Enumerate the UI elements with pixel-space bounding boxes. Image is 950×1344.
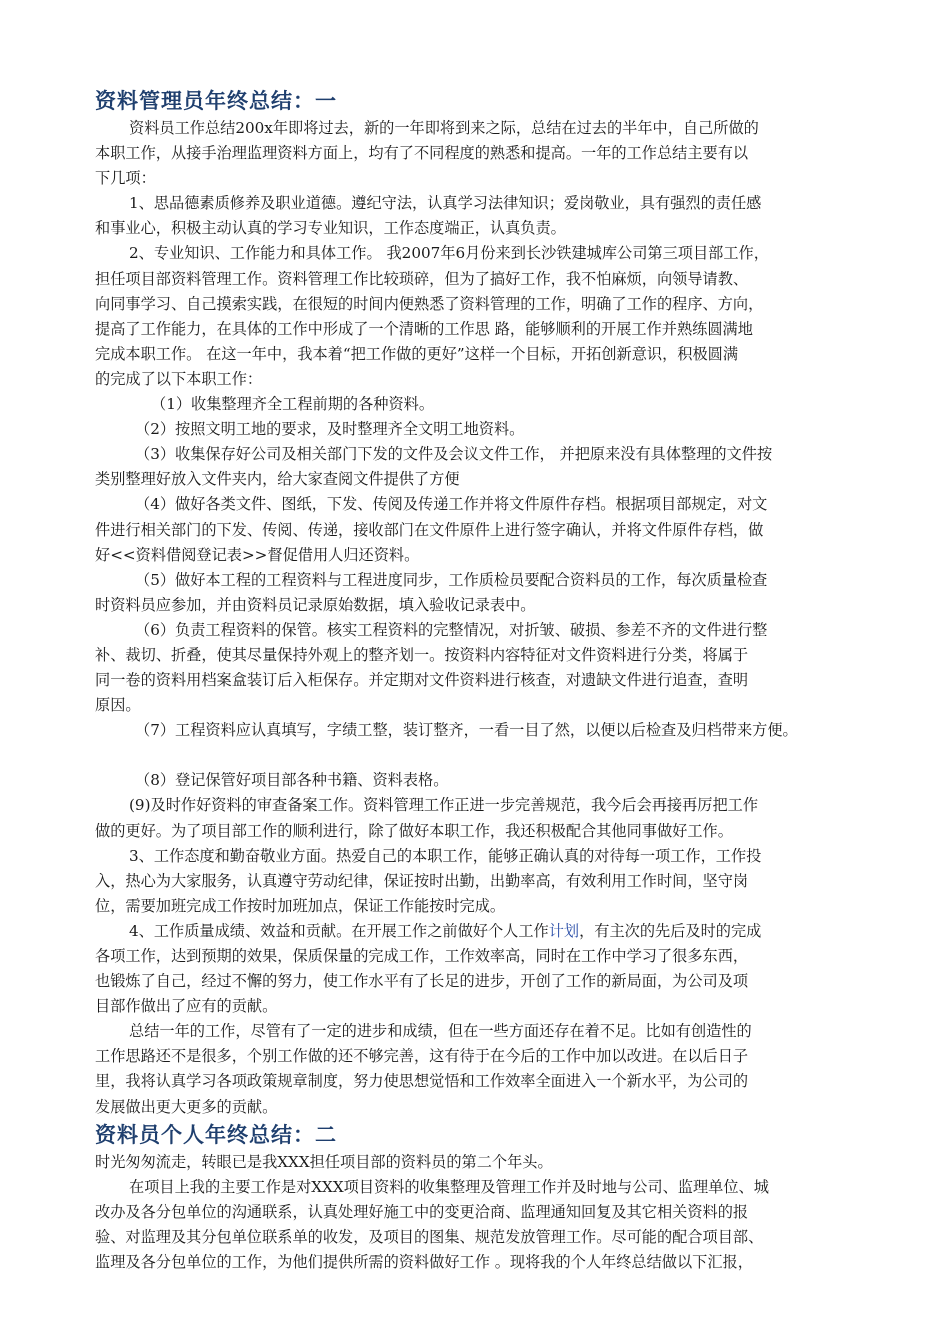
paragraph-line: (9)及时作好资料的审查备案工作。资料管理工作正进一步完善规范，我今后会再接再厉把工作 [129,796,759,815]
paragraph-line: 担任项目部资料管理工作。资料管理工作比较琐碎，但为了搞好工作，我不怕麻烦，向领导请教、 [95,269,749,288]
paragraph-line: （5）做好本工程的工程资料与工程进度同步，工作质检员要配合资料员的工作，每次质量检查 [135,570,768,589]
paragraph-line: 位，需要加班完成工作按时加班加点，保证工作能按时完成。 [95,896,506,915]
text-run: 4、工作质量成绩、效益和贡献。在开展工作之前做好个人工作 [129,921,549,940]
paragraph-line: （1）收集整理齐全工程前期的各种资料。 [151,395,435,414]
paragraph-line: 和事业心，积极主动认真的学习专业知识，工作态度端正，认真负责。 [95,219,566,238]
paragraph-line: 在项目上我的主要工作是对XXX项目资料的收集整理及管理工作并及时地与公司、监理单位、城 [129,1177,769,1196]
paragraph-line: 向同事学习、自己摸索实践，在很短的时间内便熟悉了资料管理的工作，明确了工作的程序、方向， [95,294,764,313]
paragraph-line: 1、思品德素质修养及职业道德。遵纪守法，认真学习法律知识；爱岗敬业，具有强烈的责任感 [129,194,762,213]
paragraph-line: 本职工作，从接手治理监理资料方面上，均有了不同程度的熟悉和提高。一年的工作总结主要有以 [95,144,749,163]
paragraph-line: （8）登记保管好项目部各种书籍、资料表格。 [135,771,449,790]
paragraph-line: 也锻炼了自己，经过不懈的努力，使工作水平有了长足的进步，开创了工作的新局面，为公司及项 [95,972,749,991]
paragraph-line: 原因。 [95,696,141,715]
section-2-body [95,1150,870,1275]
heading-section-2: 资料员个人年终总结：二 [95,1122,337,1147]
paragraph-line: （4）做好各类文件、图纸，下发、传阅及传递工作并将文件原件存档。根据项目部规定，对文 [135,495,768,514]
paragraph-line: 入，热心为大家服务，认真遵守劳动纪律，保证按时出勤，出勤率高，有效利用工作时间，坚守岗 [95,871,749,890]
paragraph-line: 做的更好。为了项目部工作的顺利进行，除了做好本职工作，我还积极配合其他同事做好工作。 [95,821,733,840]
paragraph-line: 里，我将认真学习各项政策规章制度，努力使思想觉悟和工作效率全面进入一个新水平，为公司的 [95,1072,749,1091]
paragraph-line: 目部作做出了应有的贡献。 [95,997,278,1016]
paragraph-line: 补、裁切、折叠，使其尽量保持外观上的整齐划一。按资料内容特征对文件资料进行分类，将属于 [95,645,749,664]
paragraph-line: （7）工程资料应认真填写，字绩工整，装订整齐，一看一目了然，以便以后检查及归档带来方便。 [135,721,798,740]
section-1-body-continued [95,944,870,1120]
paragraph-line: （6）负责工程资料的保管。核实工程资料的完整情况，对折皱、破损、参差不齐的文件进行整 [135,620,768,639]
plan-link[interactable]: 计划 [548,921,580,940]
paragraph-line: 提高了工作能力，在具体的工作中形成了一个清晰的工作思 路，能够顺利的开展工作并熟练圆满地 [95,319,753,338]
paragraph-line: 时资料员应参加，并由资料员记录原始数据，填入验收记录表中。 [95,595,536,614]
paragraph-line: 资料员工作总结200x年即将过去，新的一年即将到来之际，总结在过去的半年中，自己所做的 [129,119,759,137]
paragraph-line: 类别整理好放入文件夹内，给大家查阅文件提供了方便 [95,470,460,489]
paragraph-line: 发展做出更大更多的贡献。 [95,1097,278,1116]
paragraph-line: 完成本职工作。 在这一年中，我本着“把工作做的更好”这样一个目标，开拓创新意识，积极圆满 [95,344,739,363]
paragraph-line: 同一卷的资料用档案盒装订后入柜保存。并定期对文件资料进行核查，对遗缺文件进行追查，查明 [95,671,749,690]
paragraph-line: 2、专业知识、工作能力和具体工作。 我2007年6月份来到长沙铁建城库公司第三项目部工作， [129,244,769,263]
paragraph-line: 工作思路还不是很多，个别工作做的还不够完善，这有待于在今后的工作中加以改进。在以后日子 [95,1047,749,1066]
section-1-body [95,116,870,919]
paragraph-line: 改办及各分包单位的沟通联系，认真处理好施工中的变更洽商、监理通知回复及其它相关资料的报 [95,1202,749,1221]
paragraph-line: 时光匆匆流走，转眼已是我XXX担任项目部的资料员的第二个年头。 [95,1152,553,1171]
blank-line [95,743,870,768]
paragraph-line: 总结一年的工作，尽管有了一定的进步和成绩，但在一些方面还存在着不足。比如有创造性的 [129,1022,752,1041]
paragraph-line [95,919,870,944]
paragraph-line: 监理及各分包单位的工作，为他们提供所需的资料做好工作 。现将我的个人年终总结做以下汇报， [95,1253,753,1272]
paragraph-line: （3）收集保存好公司及相关部门下发的文件及会议文件工作， 并把原来没有具体整理的文件按 [135,445,773,464]
paragraph-line: 件进行相关部门的下发、传阅、传递，接收部门在文件原件上进行签字确认，并将文件原件存档，做 [95,520,764,539]
paragraph-line: 下几项： [95,169,156,188]
paragraph-line: 好<<资料借阅登记表>>督促借用人归还资料。 [95,545,420,564]
paragraph-line: （2）按照文明工地的要求，及时整理齐全文明工地资料。 [135,420,525,439]
paragraph-line: 3、工作态度和勤奋敬业方面。热爱自己的本职工作，能够正确认真的对待每一项工作，工作投 [129,846,762,865]
paragraph-line: 各项工作，达到预期的效果，保质保量的完成工作，工作效率高，同时在工作中学习了很多东西， [95,947,749,965]
text-run: ，有主次的先后及时的完成 [579,921,762,940]
paragraph-line: 验、对监理及其分包单位联系单的收发，及项目的图集、规范发放管理工作。尽可能的配合项目部、 [95,1227,764,1246]
heading-section-1: 资料管理员年终总结：一 [95,89,337,113]
paragraph-line: 的完成了以下本职工作： [95,369,263,388]
